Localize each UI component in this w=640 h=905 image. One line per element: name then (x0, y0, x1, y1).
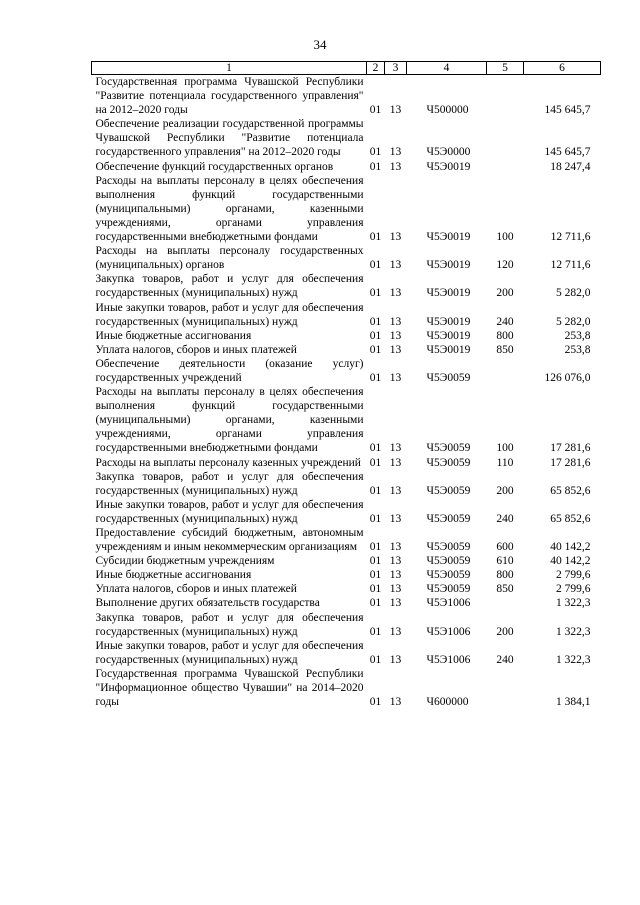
row-subsection: 13 (389, 569, 402, 582)
row-name: Предоставление субсидий бюджетным, автономным учреждениям и иным некоммерческим организациям (95, 527, 364, 554)
row-amount: 40 142,2 (550, 555, 591, 568)
row-name: Иные закупки товаров, работ и услуг для обеспечения государственных (муниципальных) нужд (95, 498, 364, 525)
row-amount: 40 142,2 (550, 541, 591, 554)
row-section: 01 (369, 329, 382, 342)
row-amount: 2 799,6 (556, 569, 591, 582)
row-expense-type (487, 357, 524, 385)
row-target-article: Ч5Э0059 (426, 371, 471, 384)
table-row (92, 498, 601, 526)
row-section: 01 (369, 625, 382, 638)
column-header-section: 2 (367, 62, 385, 75)
table-row (92, 526, 601, 554)
row-subsection: 13 (389, 315, 402, 328)
row-expense-type: 110 (496, 456, 514, 469)
table-row (92, 329, 601, 343)
row-target-article: Ч5Э0019 (426, 160, 471, 173)
row-name: Иные закупки товаров, работ и услуг для обеспечения государственных (муниципальных) нужд (95, 301, 364, 328)
row-subsection: 13 (389, 146, 402, 159)
row-name: Обеспечение реализации государственной программы Чувашской Республики "Развитие потенциала государственного управления" на 2012–2020 годы (95, 118, 364, 159)
row-section: 01 (369, 512, 382, 525)
table-row (92, 160, 601, 174)
row-subsection: 13 (389, 583, 402, 596)
row-subsection: 13 (389, 343, 402, 356)
row-amount: 17 281,6 (550, 442, 591, 455)
row-section: 01 (369, 583, 382, 596)
table-row (92, 456, 601, 470)
row-amount: 145 645,7 (544, 146, 591, 159)
table-row (92, 357, 601, 385)
row-section: 01 (369, 696, 382, 709)
column-header-target-article: 4 (407, 62, 487, 75)
row-subsection: 13 (389, 555, 402, 568)
table-row (92, 639, 601, 667)
row-target-article: Ч5Э0059 (426, 484, 471, 497)
row-subsection: 13 (389, 287, 402, 300)
row-section: 01 (369, 653, 382, 666)
row-target-article: Ч5Э0059 (426, 456, 471, 469)
budget-table (91, 61, 601, 709)
row-subsection: 13 (389, 371, 402, 384)
row-subsection: 13 (389, 104, 402, 117)
table-row (92, 667, 601, 709)
row-name: Субсидии бюджетным учреждениям (95, 555, 275, 568)
table-row (92, 174, 601, 244)
table-row (92, 75, 601, 118)
column-header-amount: 6 (524, 62, 601, 75)
row-expense-type (487, 596, 524, 610)
table-header-row (92, 62, 601, 75)
row-target-article: Ч5Э0019 (426, 259, 471, 272)
row-section: 01 (369, 371, 382, 384)
row-target-article: Ч5Э0000 (426, 146, 471, 159)
row-amount: 65 852,6 (550, 484, 591, 497)
row-subsection: 13 (389, 231, 402, 244)
table-row (92, 568, 601, 582)
row-amount: 253,8 (564, 343, 591, 356)
row-target-article: Ч500000 (426, 104, 469, 117)
row-amount: 1 322,3 (556, 653, 591, 666)
row-target-article: Ч5Э0059 (426, 555, 471, 568)
row-name: Государственная программа Чувашской Республики "Информационное общество Чувашии" на 2014–2020 годы (95, 667, 364, 709)
row-name: Расходы на выплаты персоналу казенных учреждений (95, 456, 361, 469)
row-target-article: Ч5Э0019 (426, 315, 471, 328)
row-section: 01 (369, 287, 382, 300)
row-target-article: Ч5Э0059 (426, 583, 471, 596)
row-name: Выполнение других обязательств государства (95, 597, 320, 610)
row-name: Обеспечение функций государственных органов (95, 160, 334, 173)
row-name: Уплата налогов, сборов и иных платежей (95, 583, 297, 596)
row-section: 01 (369, 231, 382, 244)
row-name: Обеспечение деятельности (оказание услуг) государственных учреждений (95, 357, 364, 384)
row-expense-type: 600 (496, 541, 514, 554)
table-row (92, 582, 601, 596)
row-subsection: 13 (389, 625, 402, 638)
row-expense-type: 200 (496, 484, 514, 497)
row-subsection: 13 (389, 512, 402, 525)
row-name: Расходы на выплаты персоналу в целях обеспечения выполнения функций государственными (муниципальными) органами, казенными учреждениями, органами управления государственными внебюджетными фондами (95, 386, 364, 455)
table-row (92, 554, 601, 568)
row-target-article: Ч5Э0019 (426, 329, 471, 342)
row-section: 01 (369, 259, 382, 272)
row-name: Расходы на выплаты персоналу в целях обеспечения выполнения функций государственными (муниципальными) органами, казенными учреждениями, органами управления государственными внебюджетными фондами (95, 174, 364, 244)
row-target-article: Ч5Э0059 (426, 541, 471, 554)
row-amount: 18 247,4 (550, 160, 591, 173)
row-amount: 5 282,0 (556, 287, 591, 300)
row-expense-type (487, 117, 524, 159)
row-amount: 12 711,6 (550, 259, 591, 272)
row-amount: 65 852,6 (550, 512, 591, 525)
table-row (92, 343, 601, 357)
table-body (92, 75, 601, 710)
row-section: 01 (369, 160, 382, 173)
row-target-article: Ч600000 (426, 696, 469, 709)
row-name: Государственная программа Чувашской Республики "Развитие потенциала государственного управления" на 2012–2020 годы (95, 76, 364, 117)
row-name: Закупка товаров, работ и услуг для обеспечения государственных (муниципальных) нужд (95, 273, 364, 300)
row-subsection: 13 (389, 160, 402, 173)
row-expense-type: 800 (496, 569, 514, 582)
row-subsection: 13 (389, 541, 402, 554)
column-header-expense-type: 5 (487, 62, 524, 75)
row-target-article: Ч5Э0059 (426, 569, 471, 582)
row-amount: 1 384,1 (556, 696, 591, 709)
row-expense-type: 240 (496, 512, 514, 525)
row-amount: 5 282,0 (556, 315, 591, 328)
row-subsection: 13 (389, 456, 402, 469)
column-header-subsection: 3 (385, 62, 407, 75)
row-subsection: 13 (389, 597, 402, 610)
row-expense-type (487, 75, 524, 118)
row-name: Уплата налогов, сборов и иных платежей (95, 343, 297, 356)
row-amount: 1 322,3 (556, 625, 591, 638)
row-expense-type: 850 (496, 583, 514, 596)
table-row (92, 596, 601, 610)
row-subsection: 13 (389, 696, 402, 709)
row-section: 01 (369, 343, 382, 356)
row-subsection: 13 (389, 653, 402, 666)
row-target-article: Ч5Э0059 (426, 442, 471, 455)
page-number: 34 (313, 37, 327, 52)
row-name: Иные закупки товаров, работ и услуг для обеспечения государственных (муниципальных) нужд (95, 639, 364, 666)
row-expense-type: 200 (496, 625, 514, 638)
table-row (92, 470, 601, 498)
row-section: 01 (369, 315, 382, 328)
row-section: 01 (369, 104, 382, 117)
row-section: 01 (369, 541, 382, 554)
row-expense-type (487, 160, 524, 174)
row-target-article: Ч5Э0019 (426, 231, 471, 244)
row-section: 01 (369, 569, 382, 582)
row-expense-type: 850 (496, 343, 514, 356)
row-name: Иные бюджетные ассигнования (95, 329, 252, 342)
table-row (92, 244, 601, 272)
row-section: 01 (369, 146, 382, 159)
row-subsection: 13 (389, 484, 402, 497)
table-row (92, 272, 601, 300)
row-section: 01 (369, 456, 382, 469)
row-section: 01 (369, 484, 382, 497)
row-target-article: Ч5Э1006 (426, 653, 471, 666)
row-amount: 2 799,6 (556, 583, 591, 596)
row-expense-type: 610 (496, 555, 514, 568)
row-name: Закупка товаров, работ и услуг для обеспечения государственных (муниципальных) нужд (95, 611, 364, 638)
row-amount: 145 645,7 (544, 104, 591, 117)
row-target-article: Ч5Э0019 (426, 343, 471, 356)
row-expense-type: 100 (496, 231, 514, 244)
row-target-article: Ч5Э1006 (426, 625, 471, 638)
table-row (92, 301, 601, 329)
row-amount: 1 322,3 (556, 597, 591, 610)
table-row (92, 117, 601, 159)
row-expense-type: 240 (496, 315, 514, 328)
row-expense-type: 200 (496, 287, 514, 300)
row-amount: 126 076,0 (544, 371, 591, 384)
table-row (92, 385, 601, 455)
row-subsection: 13 (389, 442, 402, 455)
row-expense-type: 100 (496, 442, 514, 455)
row-expense-type: 240 (496, 653, 514, 666)
row-target-article: Ч5Э1006 (426, 597, 471, 610)
row-subsection: 13 (389, 329, 402, 342)
row-expense-type: 800 (496, 329, 514, 342)
row-section: 01 (369, 555, 382, 568)
row-amount: 253,8 (564, 329, 591, 342)
row-amount: 17 281,6 (550, 456, 591, 469)
row-expense-type (487, 667, 524, 709)
row-name: Закупка товаров, работ и услуг для обеспечения государственных (муниципальных) нужд (95, 470, 364, 497)
row-subsection: 13 (389, 259, 402, 272)
row-name: Расходы на выплаты персоналу государственных (муниципальных) органов (95, 245, 364, 272)
row-target-article: Ч5Э0019 (426, 287, 471, 300)
table-row (92, 611, 601, 639)
row-section: 01 (369, 597, 382, 610)
row-expense-type: 120 (496, 259, 514, 272)
row-amount: 12 711,6 (550, 231, 591, 244)
column-header-name: 1 (92, 62, 367, 75)
row-target-article: Ч5Э0059 (426, 512, 471, 525)
row-name: Иные бюджетные ассигнования (95, 569, 252, 582)
row-section: 01 (369, 442, 382, 455)
